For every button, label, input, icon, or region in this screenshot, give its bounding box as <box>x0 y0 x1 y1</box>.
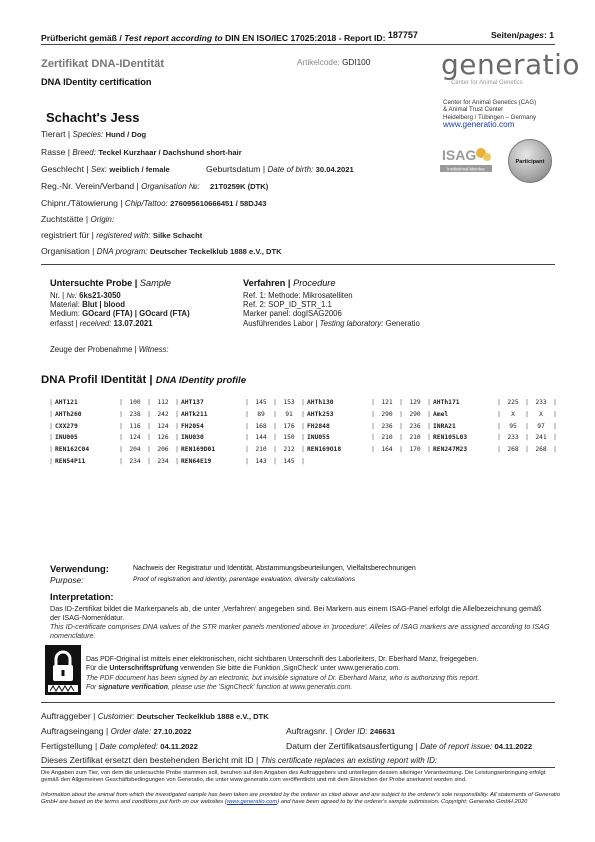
profile-marker: AHTh130 <box>307 399 334 407</box>
participant-seal: Participant <box>508 139 552 183</box>
profile-row: | AHTh260 | 238 | 242 | AHTk211 | 89 | 91 | AHTk253 | 290 | 290 | Amel | X | X | <box>47 409 559 421</box>
field-sex: Geschlecht | Sex: weiblich / female <box>41 164 170 174</box>
profile-allele-2: 206 <box>157 446 169 454</box>
profile-row: | REN162C04 | 204 | 206 | REN169D01 | 210 | 212 | REN169O18 | 164 | 170 | REN247M23 | 268 | 268 | <box>47 444 559 456</box>
order-divider <box>41 702 555 703</box>
isag-sublabel: Institutional Member <box>447 166 485 172</box>
profile-allele-2: 290 <box>409 411 421 419</box>
profile-allele-2: 241 <box>535 434 547 442</box>
profile-marker: REN169D01 <box>181 446 216 454</box>
profile-allele-1: 124 <box>129 434 141 442</box>
profile-allele-1: X <box>511 411 515 419</box>
header-title-en: Test report according to <box>124 33 223 43</box>
usage-heading: Verwendung: <box>50 563 109 574</box>
profile-allele-2: 145 <box>283 457 295 465</box>
profile-allele-2: 233 <box>535 399 547 407</box>
sample-heading: Untersuchte Probe | Sample <box>50 278 172 288</box>
profile-allele-2: X <box>539 411 543 419</box>
profile-allele-2: 268 <box>535 446 547 454</box>
replaces-report: Dieses Zertifikat ersetzt den bestehenden Bericht mit ID | This certificate replaces an existing report with ID: <box>41 755 438 765</box>
profile-allele-1: 234 <box>129 457 141 465</box>
profile-marker: AHTh171 <box>433 399 460 407</box>
profile-allele-1: 168 <box>255 422 267 430</box>
profile-marker: AHTk253 <box>307 411 334 419</box>
profile-allele-1: 204 <box>129 446 141 454</box>
article-code: Artikelcode: GDI100 <box>297 58 371 67</box>
profile-marker: CXX279 <box>55 422 78 430</box>
profile-allele-1: 95 <box>509 422 517 430</box>
profile-allele-2: 153 <box>283 399 295 407</box>
profile-marker: REN247M23 <box>433 446 468 454</box>
profile-allele-1: 238 <box>129 411 141 419</box>
profile-allele-2: 212 <box>283 446 295 454</box>
order-customer: Auftraggeber | Customer: Deutscher Teckelklub 1888 e.V., DTK <box>41 711 269 721</box>
legal-footer-en: Information about the animal from which the investigated sample has been taken are provided by the orderer as cited above and are subject to the orderer's sole responsibility. All statements of Generatio GmbH are based on the terms and conditions put forth on our websites (www.generatio.com) and have been agreed to by the orderer's sample submission. Copyright: Generatio GmbH 2020 <box>41 792 560 805</box>
field-species: Tierart | Species: Hund / Dog <box>41 129 147 139</box>
dna-profile-table <box>47 397 559 467</box>
section-divider <box>41 264 555 265</box>
profile-marker: REN54P11 <box>55 457 86 465</box>
report-issue-date: Datum der Zertifikatsausfertigung | Date of report issue: 04.11.2022 <box>286 741 533 751</box>
profile-allele-1: 233 <box>507 434 519 442</box>
profile-allele-1: 89 <box>257 411 265 419</box>
footer-divider <box>41 767 555 768</box>
order-entry-date: Auftragseingang | Order date: 27.10.2022 <box>41 726 192 736</box>
profile-marker: REN162C04 <box>55 446 90 454</box>
profile-allele-2: 170 <box>409 446 421 454</box>
procedure-details: Ref. 1: Methode: Mikrosatelliten Ref. 2: SOP_ID_STR_1.1 Marker panel: dogISAG2006 Ausführendes Labor | Testing laboratory: Generatio <box>243 291 420 328</box>
profile-marker: AHT121 <box>55 399 78 407</box>
field-breed: Rasse | Breed: Teckel Kurzhaar / Dachshund short-hair <box>41 147 242 157</box>
profile-allele-2: 150 <box>283 434 295 442</box>
lock-icon <box>45 645 81 695</box>
field-chip: Chipnr./Tätowierung | Chip/Tattoo: 276095610666451 / 58DJ43 <box>41 198 267 208</box>
profile-allele-2: 97 <box>537 422 545 430</box>
interpretation-heading: Interpretation: <box>50 591 114 602</box>
animal-name: Schacht's Jess <box>46 110 140 125</box>
order-completed: Fertigstellung | Date completed: 04.11.2022 <box>41 741 198 751</box>
profile-marker: REN64E19 <box>181 457 212 465</box>
signature-notice: Das PDF-Original ist mittels einer elektronischen, nicht sichtbaren Unterschrift des Laborleiters, Dr. Eberhard Manz, freigegeben. Für die Unterschriftsprüfung verwenden Sie bitte die Funktion ‚SignCheck‘ unter www.generatio.com. The PDF document has been signed by an electronic, but invisible signature of Dr. Eberhard Manz, who is authorizing this report. For signature verification, please use the 'SignCheck' function at www.generatio.com. <box>86 656 480 691</box>
field-birth-date: Geburtsdatum | Date of birth: 30.04.2021 <box>206 164 354 174</box>
interpretation-text: Das ID-Zertifikat bildet die Markerpanels ab, die unter ‚Verfahren‘ angegeben sind. Bei Markern aus einem ISAG-Panel erfolgt die Allelbezeichnung gemäß der ISAG-Nomenklatur. This ID-certificate comprises DNA values of the STR marker panels mentioned above in 'procedure'. Alleles of ISAG markers are assigned according to ISAG nomenclature. <box>50 604 550 640</box>
header-divider <box>41 44 555 45</box>
field-registration: Reg.-Nr. Verein/Verband | Organisation №: 21T0259K (DTK) <box>41 181 269 191</box>
certificate-title: Zertifikat DNA-IDentität <box>41 58 165 70</box>
profile-allele-1: 236 <box>381 422 393 430</box>
profile-marker: INU005 <box>55 434 78 442</box>
profile-allele-2: 176 <box>283 422 295 430</box>
profile-marker: INRA21 <box>433 422 456 430</box>
profile-allele-1: 116 <box>129 422 141 430</box>
profile-allele-2: 112 <box>157 399 169 407</box>
profile-marker: INU030 <box>181 434 204 442</box>
usage-text-en: Proof of registration and identity, parentage evaluation, diversity calculations <box>133 576 355 583</box>
profile-allele-2: 210 <box>409 434 421 442</box>
field-registered-with: registriert für | registered with: Silke Schacht <box>41 230 203 240</box>
profile-allele-1: 210 <box>255 446 267 454</box>
profile-allele-2: 234 <box>157 457 169 465</box>
footer-website-link[interactable]: www.generatio.com <box>226 799 278 805</box>
field-dna-program: Organisation | DNA program: Deutscher Teckelklub 1888 e.V., DTK <box>41 246 282 256</box>
website-link[interactable]: www.generatio.com <box>443 120 515 130</box>
order-id: Auftragsnr. | Order ID: 246631 <box>286 726 396 736</box>
profile-allele-1: 225 <box>507 399 519 407</box>
profile-allele-1: 268 <box>507 446 519 454</box>
usage-heading-en: Purpose: <box>50 575 84 585</box>
profile-marker: REN169O18 <box>307 446 342 454</box>
profile-allele-2: 91 <box>285 411 293 419</box>
profile-allele-1: 210 <box>381 434 393 442</box>
lab-address: Center for Animal Genetics (CAG) & Animal Trust Center Heidelberg / Tübingen – Germany www.generatio.com <box>443 99 573 129</box>
profile-marker: AHTh260 <box>55 411 82 419</box>
profile-allele-1: 100 <box>129 399 141 407</box>
profile-allele-2: 242 <box>157 411 169 419</box>
sample-details: Nr. | №: 6ks21-3050 Material: Blut | blood Medium: GOcard (FTA) | GOcard (FTA) erfasst | received: 13.07.2021 <box>50 291 190 328</box>
profile-row: | INU005 | 124 | 126 | INU030 | 144 | 150 | INU055 | 210 | 210 | REN105L03 | 233 | 241 | <box>47 432 559 444</box>
profile-marker: AHT137 <box>181 399 204 407</box>
profile-row: | CXX279 | 116 | 124 | FH2054 | 168 | 176 | FH2848 | 236 | 236 | INRA21 | 95 | 97 | <box>47 420 559 432</box>
certificate-subtitle: DNA IDentity certification <box>41 77 152 87</box>
profile-marker: Amel <box>433 411 449 419</box>
profile-allele-1: 145 <box>255 399 267 407</box>
profile-allele-2: 124 <box>157 422 169 430</box>
header-standard: DIN EN ISO/IEC 17025:2018 - Report ID: <box>225 33 386 43</box>
profile-row: | REN54P11 | 234 | 234 | REN64E19 | 143 | 145 | <box>47 455 559 467</box>
logo-tagline: Center for Animal Genetics <box>451 80 523 86</box>
procedure-heading: Verfahren | Procedure <box>243 278 336 288</box>
report-header: Prüfbericht gemäß / Test report according to DIN EN ISO/IEC 17025:2018 - Report ID: 187757 <box>41 30 418 43</box>
field-origin: Zuchtstätte | Origin: <box>41 214 115 224</box>
header-title-de: Prüfbericht gemäß <box>41 33 117 43</box>
profile-allele-1: 121 <box>381 399 393 407</box>
witness-field: Zeuge der Probenahme | Witness: <box>50 345 169 354</box>
profile-marker: FH2054 <box>181 422 204 430</box>
dna-profile-title: DNA Profil IDentität | DNA IDentity profile <box>41 374 247 386</box>
isag-label: ISAG <box>442 147 477 163</box>
generatio-logo: generatio <box>441 48 581 81</box>
profile-row: | AHT121 | 100 | 112 | AHT137 | 145 | 153 | AHTh130 | 121 | 129 | AHTh171 | 225 | 233 | <box>47 397 559 409</box>
profile-marker: REN105L03 <box>433 434 468 442</box>
profile-allele-1: 290 <box>381 411 393 419</box>
profile-allele-2: 126 <box>157 434 169 442</box>
profile-allele-2: 236 <box>409 422 421 430</box>
legal-footer-de: Die Angaben zum Tier, von dem die untersuchte Probe stammen soll, beruhen auf den Angaben des Auftraggebers und unterliegen dessen alleiniger Verantwortung. Die Leistungserbringung erfolgt gemäß den Allgemeinen Geschäftsbedingungen von Generatio, die unter www.generatio.com veröffentlicht und mit dem Einreichen der Probe anerkannt worden sind. <box>41 770 546 783</box>
isag-member-badge <box>440 143 492 173</box>
profile-allele-2: 129 <box>409 399 421 407</box>
profile-marker: FH2848 <box>307 422 330 430</box>
profile-allele-1: 143 <box>255 457 267 465</box>
profile-allele-1: 164 <box>381 446 393 454</box>
usage-text: Nachweis der Registratur und Identität, Abstammungsbeurteilungen, Vielfaltsberechnungen <box>133 565 416 572</box>
profile-marker: AHTk211 <box>181 411 208 419</box>
page-count: Seiten/pages: 1 <box>490 30 554 40</box>
profile-marker: INU055 <box>307 434 330 442</box>
profile-allele-1: 144 <box>255 434 267 442</box>
report-id: 187757 <box>387 30 418 40</box>
